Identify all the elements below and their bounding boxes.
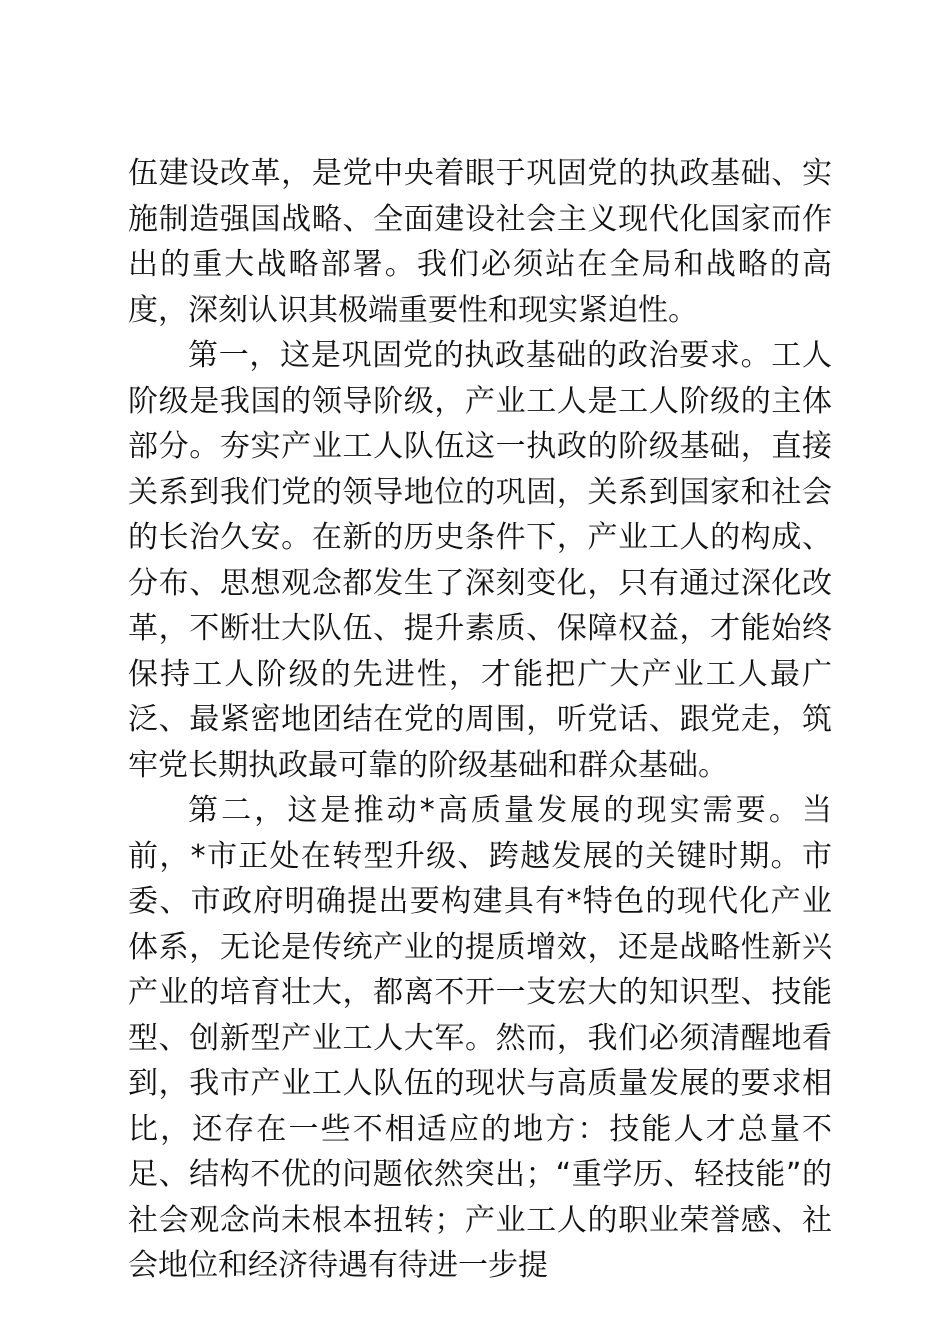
paragraph-second-point: 第二，这是推动*高质量发展的现实需要。当前，*市正处在转型升级、跨越发展的关键时期。市委、市政府明确提出要构建具有*特色的现代化产业体系，无论是传统产业的提质增效，还是战略性新兴产业的培育壮大，都离不开一支宏大的知识型、技能型、创新型产业工人大军。然而，我们必须清醒地看到，我市产业工人队伍的现状与高质量发展的要求相比，还存在一些不相适应的地方：技能人才总量不足、结构不优的问题依然突出；“重学历、轻技能”的社会观念尚未根本扭转；产业工人的职业荣誉感、社会地位和经济待遇有待进一步提 [128, 793, 832, 1283]
paragraph-continuation: 伍建设改革，是党中央着眼于巩固党的执政基础、实施制造强国战略、全面建设社会主义现代化国家而作出的重大战略部署。我们必须站在全局和战略的高度，深刻认识其极端重要性和现实紧迫性。 [128, 156, 832, 328]
paragraph-first-point: 第一，这是巩固党的执政基础的政治要求。工人阶级是我国的领导阶级，产业工人是工人阶级的主体部分。夯实产业工人队伍这一执政的阶级基础，直接关系到我们党的领导地位的巩固，关系到国家和社会的长治久安。在新的历史条件下，产业工人的构成、分布、思想观念都发生了深刻变化，只有通过深化改革，不断壮大队伍、提升素质、保障权益，才能始终保持工人阶级的先进性，才能把广大产业工人最广泛、最紧密地团结在党的周围，听党话、跟党走，筑牢党长期执政最可靠的阶级基础和群众基础。 [128, 338, 832, 783]
body-text [128, 151, 832, 1289]
